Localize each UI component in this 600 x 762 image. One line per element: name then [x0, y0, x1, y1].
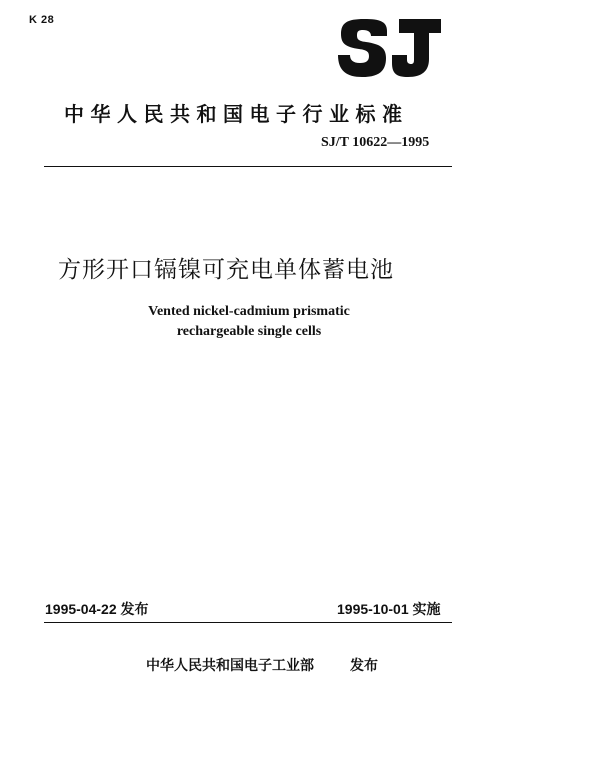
document-title-english-line1: Vented nickel-cadmium prismatic	[148, 304, 350, 319]
standard-code: SJ/T 10622—1995	[321, 135, 430, 150]
implementation-date: 1995-10-01 实施	[337, 601, 441, 617]
publish-label: 发布	[350, 658, 378, 674]
logo-letter-j	[392, 19, 441, 77]
logo-letter-s	[338, 19, 387, 77]
document-title-chinese: 方形开口镉镍可充电单体蓄电池	[58, 257, 394, 283]
bottom-divider	[44, 622, 452, 623]
standard-name: 中华人民共和国电子行业标准	[64, 102, 409, 126]
publisher: 中华人民共和国电子工业部	[146, 658, 314, 674]
issue-date: 1995-04-22 发布	[45, 601, 149, 617]
document-title-english-line2: rechargeable single cells	[176, 324, 322, 339]
top-divider	[44, 166, 452, 167]
classification-code: K 28	[29, 14, 55, 26]
sj-logo	[337, 17, 443, 80]
